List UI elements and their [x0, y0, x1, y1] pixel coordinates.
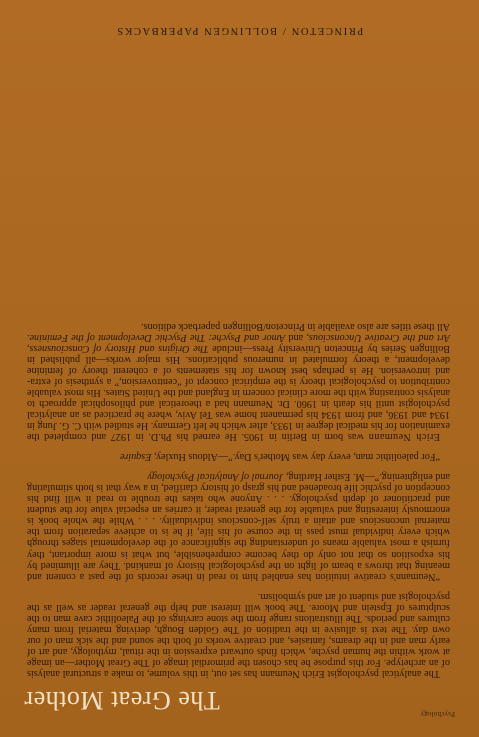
- work-art-title: Art and the Creative Unconscious: [308, 331, 450, 343]
- review-harding-attribution: —M. Esther Harding,: [285, 471, 375, 483]
- book-title: The Great Mother: [24, 686, 220, 715]
- review-huxley-attribution: —Aldous Huxley,: [154, 451, 229, 463]
- paragraph-spacer: [27, 462, 450, 471]
- review-huxley: [27, 451, 450, 462]
- category-label: Psychology: [420, 710, 455, 718]
- review-harding-source: Journal of Analytical Psychology: [147, 471, 284, 483]
- paragraph-spacer: [27, 442, 450, 451]
- review-harding-quote: “Neumann's creative intuition has enabled him to read in these records of the past a content and meaning that throws a beam of light on the psychological history of mankind. They are illumined by his exposition so that not only do they become comprehensible, but what is more important, they furnish a most valuable means of understanding the significance of the developmental stages through which every individual must pass in the course of his life, if he is to achieve separation from the maternal unconscious and attain a truly self-conscious individuality. . . . While the whole book is enormously interesting and valuable for the general reader, it carries an especial value for the student and practitioner of depth psychology. . . . Anyone who takes the trouble to read it will find his conception of psychic life broadened and his grasp of history clarified, in a way that is both stimulating and enlightening.”: [27, 471, 450, 582]
- work-origins-title: The Origins and History of Consciousness: [29, 342, 209, 354]
- author-name: Erich Neumann: [368, 431, 440, 443]
- description-paragraph: The analytical psychologist Erich Neumann has set out, in this volume, to make a structural analysis of an archetype. For this purpose he has chosen the primordial image of The Great Mother—an image at work within the human psyche, which finds outward expression in the ritual, mythology, and art of early man and in the dreams, fantasies, and creative works of both the sound and the sick man of our own day. The text is allusive in the tradition of The Golden Bough, deriving material from many cultures and periods. The illustrations range from the stone carvings of the Paleolithic cave man to the sculptures of Epstein and Moore. The book will interest and help the general reader as well as the psychologist and student of art and symbolism.: [27, 590, 450, 679]
- review-huxley-quote: “For paleolithic man, every day was Mother's Day.”: [228, 451, 440, 463]
- review-harding: [27, 471, 450, 581]
- review-huxley-source: Esquire: [120, 451, 152, 463]
- works-separator-2: , and: [288, 331, 309, 343]
- paragraph-spacer: [27, 582, 450, 591]
- works-separator-1: ,: [27, 342, 30, 354]
- availability-note: . All these titles are also available in Princeton/Bollingen paperback editions.: [26, 320, 450, 343]
- author-biography: [27, 321, 450, 443]
- author-bio-text: was born in Berlin in 1905. He earned his Ph.D. in 1927 and completed the examination for his medical degree in 1933, after which he left Germany. He studied with C. G. Jung in 1934 and 1936, and from 1934 his permanent home was Tel Aviv, where he practiced as an analytical psychologist until his death in 1960. Dr. Neumann had a theoretical and philosophical approach to analysis contrasting with the more clinical concern in England and the United States. His most valuable contribution to psychological theory is the empirical concept of “centroversion,” a synthesis of extra- and introversion. He is perhaps best known for his statements of a coherent theory of feminine development, a theory formulated in numerous publications. His major works—all published in Bollingen Series by Princeton University Press—include: [27, 342, 450, 443]
- cover-body-text: [27, 321, 450, 679]
- work-amor-title: Amor and Psyche: The Psychic Development of the Feminine: [29, 331, 286, 343]
- publisher-imprint: PRINCETON / BOLLINGEN PAPERBACKS: [115, 25, 364, 36]
